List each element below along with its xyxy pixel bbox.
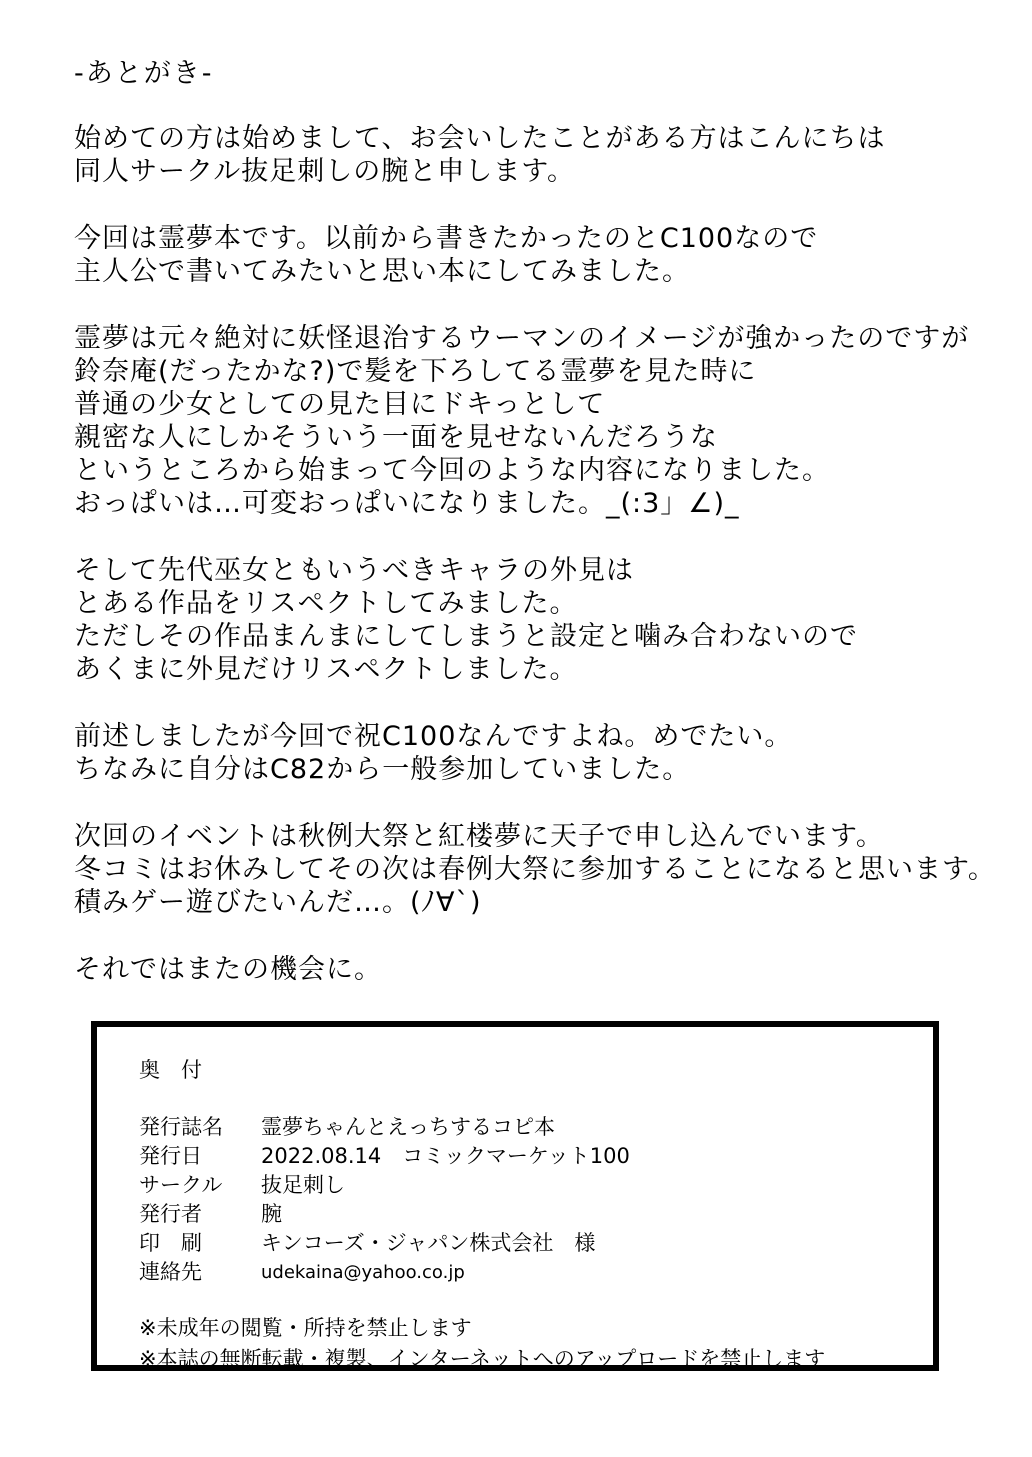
paragraph-line: 霊夢は元々絶対に妖怪退治するウーマンのイメージが強かったのですが: [74, 323, 970, 354]
colophon-heading: 奥 付: [139, 1058, 202, 1082]
afterword-closing: それではまたの機会に。: [74, 954, 382, 985]
paragraph-line: というところから始まって今回のような内容になりました。: [74, 455, 830, 486]
paragraph-line: ちなみに自分はC82から一般参加していました。: [74, 754, 691, 785]
afterword-paragraph: [74, 820, 1014, 919]
paragraph-line: ただしその作品まんまにしてしまうと設定と噛み合わないので: [74, 621, 858, 652]
afterword-paragraph: [74, 322, 1014, 520]
colophon-content: [139, 1055, 919, 1375]
paragraph-line: 積みゲー遊びたいんだ…。(ﾉ∀`): [74, 887, 482, 918]
afterword-section: [74, 54, 1014, 986]
paragraph-line: おっぱいは…可変おっぱいになりました。_(:3」∠)_: [74, 488, 740, 519]
colophon-row-printer: [139, 1229, 919, 1258]
afterword-title: -あとがき-: [74, 58, 214, 89]
paragraph-line: あくまに外見だけリスペクトしました。: [74, 654, 578, 685]
colophon-note: ※未成年の閲覧・所持を禁止します: [139, 1316, 472, 1340]
colophon-row-circle: [139, 1171, 919, 1200]
paragraph-line: 始めての方は始めまして、お会いしたことがある方はこんにちは: [74, 123, 886, 154]
paragraph-line: そして先代巫女ともいうべきキャラの外見は: [74, 555, 634, 586]
paragraph-line: 主人公で書いてみたいと思い本にしてみました。: [74, 256, 690, 287]
colophon-label: 発行誌名: [139, 1115, 223, 1139]
afterword-paragraph: [74, 554, 1014, 686]
colophon-box: [91, 1021, 939, 1371]
paragraph-line: 前述しましたが今回で祝C100なんですよね。めでたい。: [74, 721, 793, 752]
colophon-notes: [139, 1313, 919, 1375]
colophon-row-title: [139, 1113, 919, 1142]
paragraph-line: 普通の少女としての見た目にドキっとして: [74, 389, 606, 420]
paragraph-line: 今回は霊夢本です。以前から書きたかったのとC100なので: [74, 223, 819, 254]
colophon-row-contact: [139, 1258, 919, 1287]
colophon-label: 発行者: [139, 1202, 202, 1226]
contact-email: udekaina@yahoo.co.jp: [261, 1262, 465, 1283]
colophon-label: 印 刷: [139, 1231, 202, 1255]
afterword-paragraph: [74, 720, 1014, 786]
colophon-row-publisher: [139, 1200, 919, 1229]
colophon-value: 腕: [261, 1202, 282, 1226]
colophon-note: ※本誌の無断転載・複製、インターネットへのアップロードを禁止します: [139, 1347, 826, 1371]
colophon-row-date: [139, 1142, 919, 1171]
colophon-value: 2022.08.14 コミックマーケット100: [261, 1144, 630, 1168]
paragraph-line: 同人サークル抜足刺しの腕と申します。: [74, 156, 576, 187]
colophon-value: 霊夢ちゃんとえっちするコピ本: [261, 1115, 555, 1139]
afterword-paragraph: [74, 222, 1014, 288]
colophon-value: キンコーズ・ジャパン株式会社 様: [261, 1231, 596, 1255]
paragraph-line: とある作品をリスペクトしてみました。: [74, 588, 578, 619]
paragraph-line: 次回のイベントは秋例大祭と紅楼夢に天子で申し込んでいます。: [74, 821, 884, 852]
colophon-label: 発行日: [139, 1144, 202, 1168]
paragraph-line: 親密な人にしかそういう一面を見せないんだろうな: [74, 422, 718, 453]
colophon-label: 連絡先: [139, 1260, 202, 1284]
colophon-label: サークル: [139, 1173, 223, 1197]
afterword-paragraph: [74, 122, 1014, 188]
paragraph-line: 冬コミはお休みしてその次は春例大祭に参加することになると思います。: [74, 854, 996, 885]
colophon-value: 抜足刺し: [261, 1173, 345, 1197]
paragraph-line: 鈴奈庵(だったかな?)で髪を下ろしてる霊夢を見た時に: [74, 356, 757, 387]
